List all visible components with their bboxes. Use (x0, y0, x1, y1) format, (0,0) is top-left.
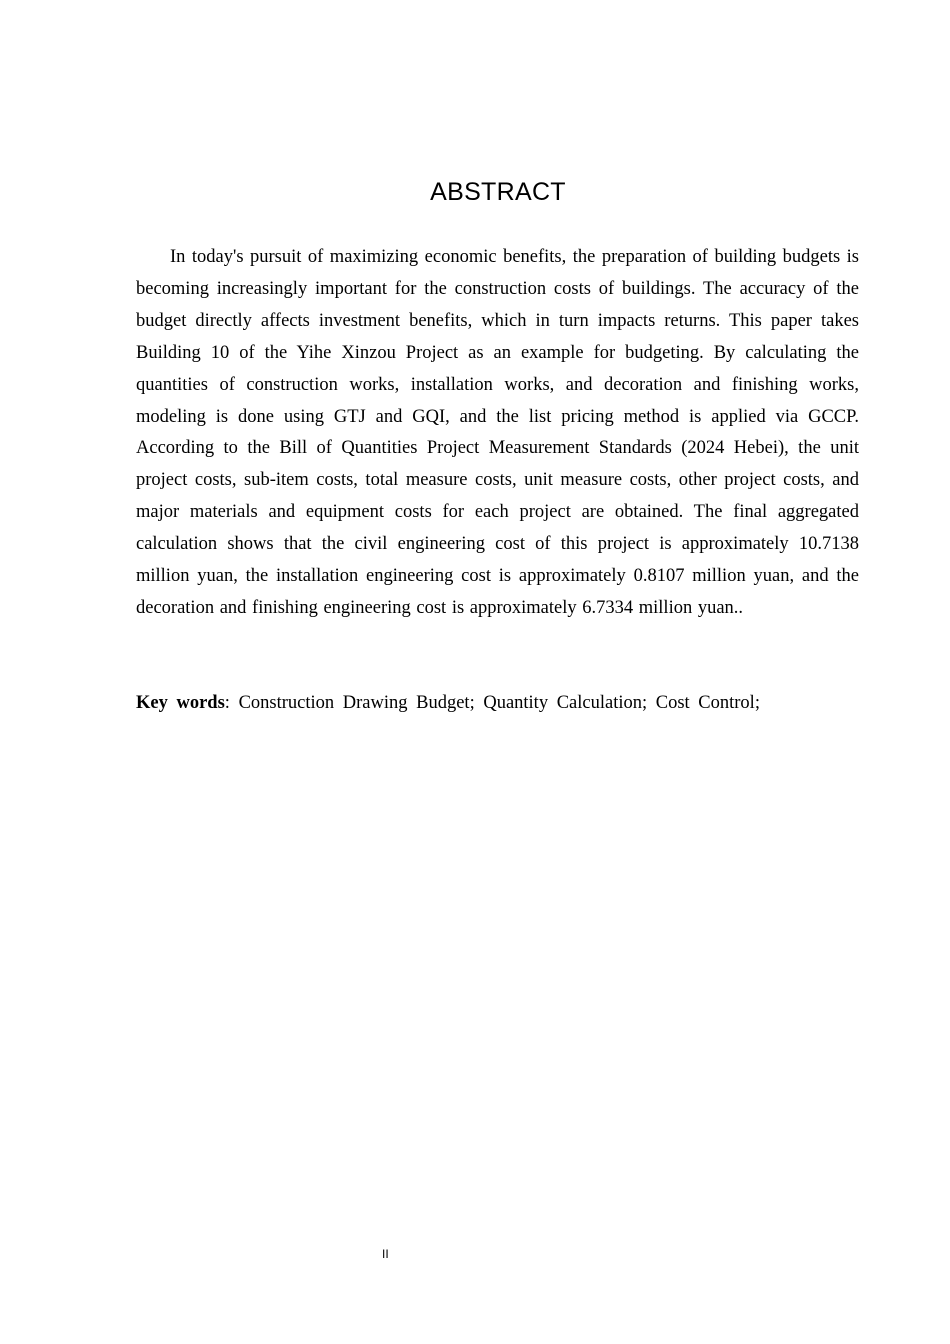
keywords-line (136, 688, 859, 720)
keywords-text: Construction Drawing Budget; Quantity Calculation; Cost Control; (229, 693, 760, 713)
page-title: ABSTRACT (430, 178, 566, 206)
page-number: II (382, 1247, 389, 1261)
keywords-label: Key words (136, 693, 225, 713)
keywords-separator: : (224, 693, 230, 713)
abstract-paragraph: In today's pursuit of maximizing economic benefits, the preparation of building budgets is becoming increasingly important for the construction costs of buildings. The accuracy of the budget directly affects investment benefits, which in turn impacts returns. This paper takes Building 10 of the Yihe Xinzou Project as an example for budgeting. By calculating the quantities of construction works, installation works, and decoration and finishing works, modeling is done using GTJ and GQI, and the list pricing method is applied via GCCP. According to the Bill of Quantities Project Measurement Standards (2024 Hebei), the unit project costs, sub-item costs, total measure costs, unit measure costs, other project costs, and major materials and equipment costs for each project are obtained. The final aggregated calculation shows that the civil engineering cost of this project is approximately 10.7138 million yuan, the installation engineering cost is approximately 0.8107 million yuan, and the decoration and finishing engineering cost is approximately 6.7334 million yuan.. (136, 247, 859, 618)
